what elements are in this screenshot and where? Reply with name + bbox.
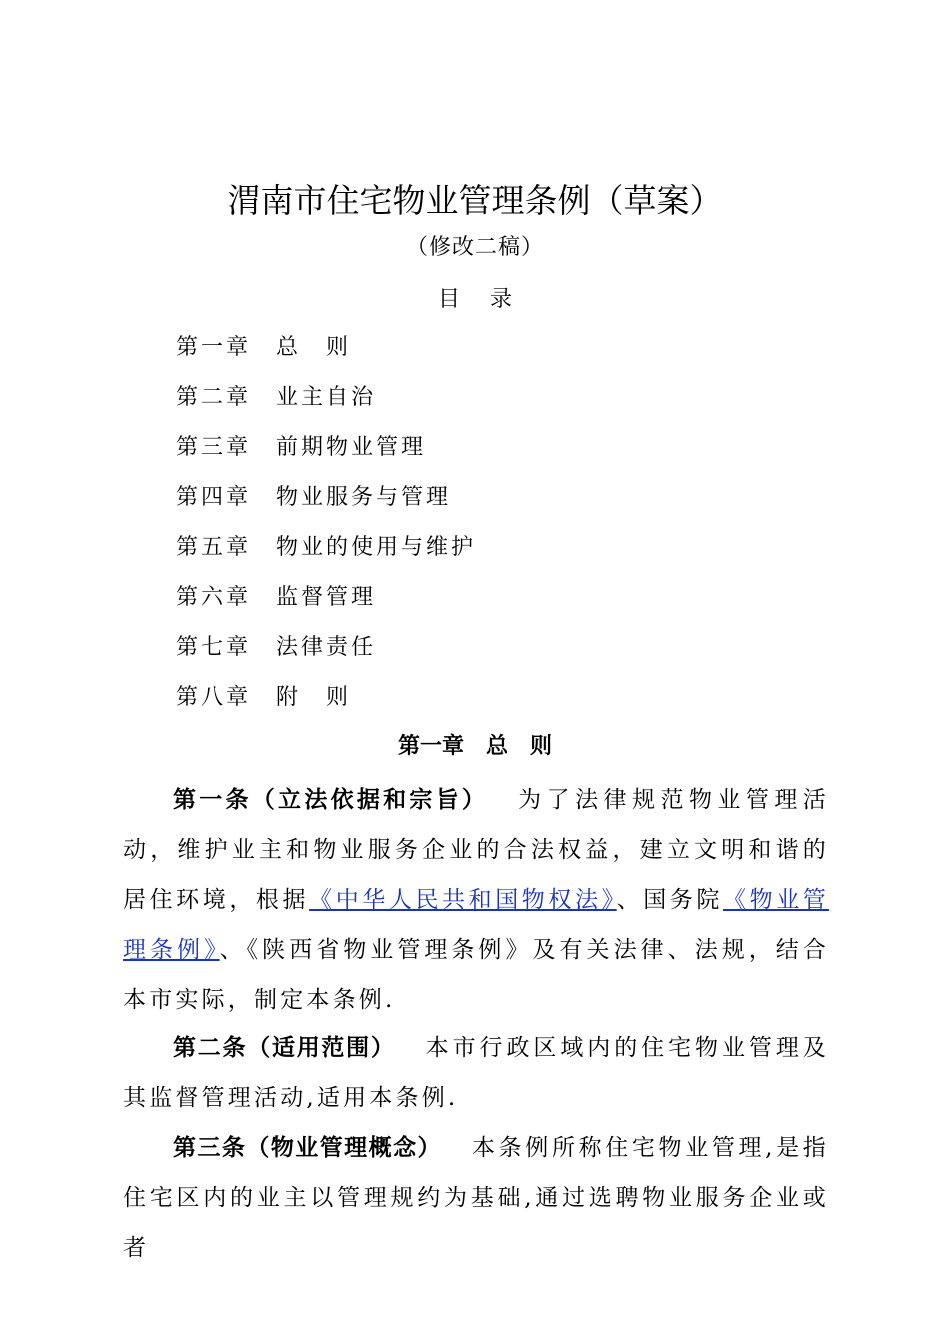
toc-chapter-number: 第二章 (176, 385, 252, 410)
toc-item (176, 382, 826, 432)
toc-chapter-title: 前期物业管理 (276, 435, 427, 460)
toc-item (176, 432, 826, 482)
chapter-heading: 第一章 总 则 (397, 734, 552, 759)
article-paragraph (123, 1023, 829, 1123)
table-of-contents (176, 332, 826, 732)
article-label: 第二条（适用范围） (173, 1035, 396, 1061)
article-1 (123, 775, 829, 1025)
toc-chapter-title: 物业服务与管理 (276, 485, 452, 510)
toc-item (176, 582, 826, 632)
toc-chapter-number: 第五章 (176, 535, 252, 560)
toc-item (176, 682, 826, 732)
toc-item (176, 532, 826, 582)
document-subtitle: （修改二稿） (405, 235, 544, 260)
article-text: 为了法律规范物业管理活动，维护业主和物业服务企业的合法权益，建立文明和谐的居住环境，根据 (123, 787, 830, 913)
toc-chapter-title: 物业的使用与维护 (276, 535, 477, 560)
article-3 (123, 1123, 829, 1273)
article-label: 第一条（立法依据和宗旨） (173, 787, 489, 813)
toc-chapter-number: 第四章 (176, 485, 252, 510)
article-text: 本条例所称住宅物业管理,是指住宅区内的业主以管理规约为基础,通过选聘物业服务企业或者 (123, 1135, 829, 1261)
article-text: 、《陕西省物业管理条例》及有关法律、法规，结合本市实际，制定本条例. (123, 937, 829, 1013)
article-text: 、国务院 (616, 887, 724, 913)
toc-chapter-number: 第一章 (176, 335, 252, 360)
toc-chapter-number: 第三章 (176, 435, 252, 460)
toc-chapter-number: 第六章 (176, 585, 252, 610)
article-text: 本市行政区域内的住宅物业管理及其监督管理活动,适用本条例. (123, 1035, 830, 1111)
toc-chapter-title: 业主自治 (276, 385, 377, 410)
toc-item (176, 332, 826, 382)
article-2 (123, 1023, 829, 1123)
toc-chapter-title: 法律责任 (276, 635, 377, 660)
document-title: 渭南市住宅物业管理条例（草案） (227, 181, 723, 220)
article-paragraph (123, 1123, 829, 1273)
toc-item (176, 632, 826, 682)
property-law-link[interactable]: 《中华人民共和国物权法》 (309, 887, 617, 913)
article-paragraph (123, 775, 829, 1025)
toc-item (176, 482, 826, 532)
toc-chapter-title: 总 则 (276, 335, 352, 360)
article-label: 第三条（物业管理概念） (173, 1135, 442, 1161)
property-regulation-link[interactable]: 《物业管理条例》 (123, 887, 829, 963)
toc-chapter-number: 第八章 (176, 685, 252, 710)
toc-heading: 目录 (437, 287, 542, 312)
toc-chapter-title: 附 则 (276, 685, 352, 710)
toc-chapter-number: 第七章 (176, 635, 252, 660)
toc-chapter-title: 监督管理 (276, 585, 377, 610)
